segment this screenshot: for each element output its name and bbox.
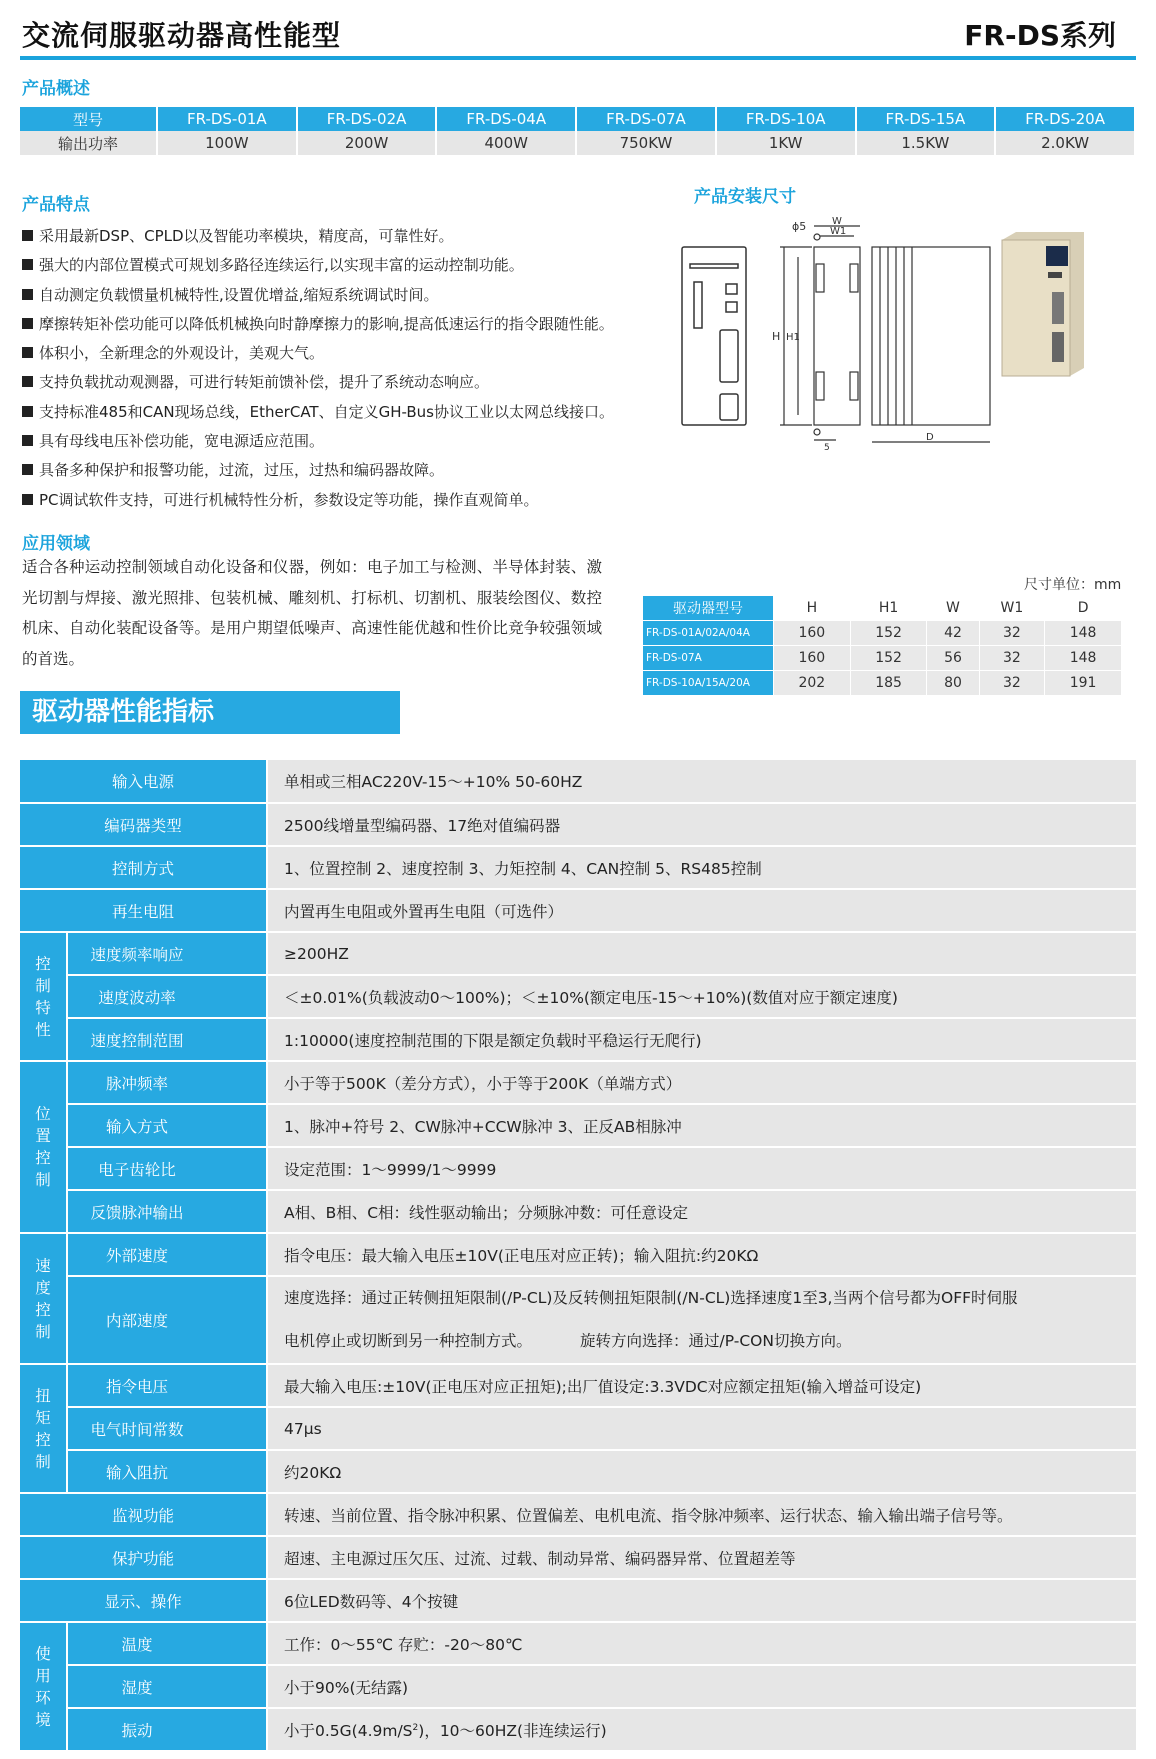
spec-value: 内置再生电阻或外置再生电阻（可选件） [267,889,1136,932]
list-item: 支持标准485和CAN现场总线，EtherCAT、自定义GH-Bus协议工业以太网总线接口。 [22,398,682,427]
dim-col-d: D [1045,596,1122,621]
list-item: 采用最新DSP、CPLD以及智能功率模块，精度高，可靠性好。 [22,222,682,251]
dim-h1-label: H1 [786,332,800,343]
spec-group-environment: 使用环境 [20,1622,67,1751]
list-item: 体积小，全新理念的外观设计，美观大气。 [22,339,682,368]
dimension-header-row [643,596,1122,621]
dim-d-label: D [926,432,934,443]
table-row: FR-DS-07A 160 152 56 32 148 [643,646,1122,671]
overview-header-row [20,107,1135,131]
spec-value: 超速、主电源过压欠压、过流、过载、制动异常、编码器异常、位置超差等 [267,1536,1136,1579]
title-rule [20,56,1136,60]
list-item: 具有母线电压补偿功能，宽电源适应范围。 [22,427,682,456]
overview-col-10a: FR-DS-10A [716,107,856,131]
list-item: 摩擦转矩补偿功能可以降低机械换向时静摩擦力的影响,提高低速运行的指令跟随性能。 [22,310,682,339]
overview-col-02a: FR-DS-02A [297,107,437,131]
spec-value: 1、脉冲+符号 2、CW脉冲+CCW脉冲 3、正反AB相脉冲 [267,1104,1136,1147]
overview-power-cell: 1.5KW [856,131,996,155]
spec-label: 反馈脉冲输出 [67,1190,267,1233]
series-title: FR-DS系列 [964,19,1116,52]
table-row [20,1147,1136,1190]
spec-label: 输入阻抗 [67,1450,267,1493]
overview-power-cell: 750KW [576,131,716,155]
overview-power-label: 输出功率 [20,131,157,155]
bullet-square-icon [22,464,33,475]
overview-heading: 产品概述 [22,79,90,99]
spec-value: 设定范围：1～9999/1～9999 [267,1147,1136,1190]
spec-value: 单相或三相AC220V-15～+10% 50-60HZ [267,760,1136,803]
table-row [20,1233,1136,1276]
table-row: FR-DS-01A/02A/04A 160 152 42 32 148 [643,621,1122,646]
dim-w-label: W [832,216,842,227]
spec-value: 2500线增量型编码器、17绝对值编码器 [267,803,1136,846]
drive-photo [1002,232,1084,376]
spec-label: 电气时间常数 [67,1407,267,1450]
spec-label: 速度频率响应 [67,932,267,975]
bullet-square-icon [22,406,33,417]
spec-label: 监视功能 [20,1493,267,1536]
features-list [22,222,682,515]
dim-col-w1: W1 [979,596,1045,621]
spec-value: 约20KΩ [267,1450,1136,1493]
dimension-unit-note: 尺寸单位：mm [1024,577,1122,593]
table-row [20,1407,1136,1450]
spec-label: 内部速度 [67,1276,267,1364]
dimension-table [642,595,1122,696]
table-row [20,1018,1136,1061]
spec-value: 1:10000(速度控制范围的下限是额定负载时平稳运行无爬行) [267,1018,1136,1061]
table-row [20,1364,1136,1407]
table-row [20,760,1136,803]
spec-label: 再生电阻 [20,889,267,932]
front-view [682,247,746,425]
table-row [20,932,1136,975]
top-view [872,247,990,442]
performance-banner: 驱动器性能指标 [20,691,400,734]
table-row [20,975,1136,1018]
spec-label: 输入电源 [20,760,267,803]
features-heading: 产品特点 [22,195,90,215]
table-row [20,1190,1136,1233]
overview-col-04a: FR-DS-04A [436,107,576,131]
table-row [20,1665,1136,1708]
spec-group-position: 位置控制 [20,1061,67,1233]
spec-value: A相、B相、C相：线性驱动输出；分频脉冲数：可任意设定 [267,1190,1136,1233]
spec-value: 转速、当前位置、指令脉冲积累、位置偏差、电机电流、指令脉冲频率、运行状态、输入输出端子信号等。 [267,1493,1136,1536]
table-row [20,803,1136,846]
spec-value: 1、位置控制 2、速度控制 3、力矩控制 4、CAN控制 5、RS485控制 [267,846,1136,889]
overview-power-cell: 1KW [716,131,856,155]
table-row [20,1061,1136,1104]
spec-label: 湿度 [67,1665,267,1708]
overview-power-cell: 400W [436,131,576,155]
overview-table [20,107,1136,155]
spec-value: 47μs [267,1407,1136,1450]
table-row [20,1493,1136,1536]
overview-power-row [20,131,1135,155]
install-heading: 产品安装尺寸 [694,187,796,207]
dim-slot-label: 5 [824,443,830,452]
table-row: FR-DS-10A/15A/20A 202 185 80 32 191 [643,671,1122,696]
spec-label: 外部速度 [67,1233,267,1276]
bullet-square-icon [22,435,33,446]
overview-power-cell: 200W [297,131,437,155]
spec-label: 速度波动率 [67,975,267,1018]
list-item: 强大的内部位置模式可规划多路径连续运行,以实现丰富的运动控制功能。 [22,251,682,280]
spec-label: 速度控制范围 [67,1018,267,1061]
spec-label: 振动 [67,1708,267,1751]
table-row [20,1450,1136,1493]
dim-col-w: W [927,596,979,621]
table-row [20,889,1136,932]
overview-col-07a: FR-DS-07A [576,107,716,131]
overview-col-20a: FR-DS-20A [995,107,1135,131]
table-row [20,1579,1136,1622]
bullet-square-icon [22,318,33,329]
bullet-square-icon [22,230,33,241]
overview-col-15a: FR-DS-15A [856,107,996,131]
dim-phi-label: ϕ5 [792,220,807,233]
application-heading: 应用领域 [22,534,90,554]
spec-label: 温度 [67,1622,267,1665]
list-item: PC调试软件支持，可进行机械特性分析，参数设定等功能，操作直观简单。 [22,486,682,515]
dim-h-label: H [772,330,781,343]
table-row [20,1708,1136,1751]
table-row [20,1276,1136,1364]
spec-label: 脉冲频率 [67,1061,267,1104]
table-row [20,1104,1136,1147]
performance-spec-table [20,760,1136,1752]
spec-label: 指令电压 [67,1364,267,1407]
application-text: 适合各种运动控制领域自动化设备和仪器，例如：电子加工与检测、半导体封装、激光切割与焊接、激光照排、包装机械、雕刻机、打标机、切割机、服装绘图仪、数控机床、自动化装配设备等。是用户期望低噪声、高速性能优越和性价比竞争较强领域的首选。 [22,558,602,668]
overview-col-model: 型号 [20,107,157,131]
spec-value: 指令电压：最大输入电压±10V(正电压对应正转)；输入阻抗:约20KΩ [267,1233,1136,1276]
bullet-square-icon [22,259,33,270]
spec-value: 工作：0～55℃ 存贮：-20～80℃ [267,1622,1136,1665]
install-dimension-drawing [676,212,1146,452]
spec-label: 显示、操作 [20,1579,267,1622]
bullet-square-icon [22,494,33,505]
spec-label: 编码器类型 [20,803,267,846]
table-row [20,846,1136,889]
document-title: 交流伺服驱动器高性能型 [22,19,342,52]
bullet-square-icon [22,289,33,300]
table-row [20,1622,1136,1665]
overview-col-01a: FR-DS-01A [157,107,297,131]
spec-value: ≥200HZ [267,932,1136,975]
dim-col-h: H [774,596,851,621]
spec-value: 小于$0.5G(4.9m/S^2)$，10～60HZ(非连续运行) [267,1708,1136,1751]
list-item: 支持负载扰动观测器，可进行转矩前馈补偿，提升了系统动态响应。 [22,368,682,397]
dim-col-h1: H1 [850,596,927,621]
list-item: 自动测定负载惯量机械特性,设置优增益,缩短系统调试时间。 [22,281,682,310]
spec-value: 最大输入电压:±10V(正电压对应正扭矩);出厂值设定:3.3VDC对应额定扭矩(输入增益可设定) [267,1364,1136,1407]
spec-group-control: 控制特性 [20,932,67,1061]
spec-label: 电子齿轮比 [67,1147,267,1190]
overview-power-cell: 100W [157,131,297,155]
spec-value: 6位LED数码等、4个按键 [267,1579,1136,1622]
bullet-square-icon [22,376,33,387]
dim-w1-label: W1 [830,226,847,237]
spec-label: 控制方式 [20,846,267,889]
spec-group-torque: 扭矩控制 [20,1364,67,1493]
spec-value: 小于等于500K（差分方式），小于等于200K（单端方式） [267,1061,1136,1104]
spec-value: ＜±0.01%(负载波动0～100%)；＜±10%(额定电压-15～+10%)(数值对应于额定速度) [267,975,1136,1018]
spec-value: 速度选择：通过正转侧扭矩限制(/P-CL)及反转侧扭矩限制(/N-CL)选择速度1至3,当两个信号都为OFF时伺服 电机停止或切断到另一种控制方式。 旋转方向选择：通过/P-CON切换方向。 [267,1276,1136,1364]
spec-label: 输入方式 [67,1104,267,1147]
spec-label: 保护功能 [20,1536,267,1579]
dim-col-model: 驱动器型号 [643,596,774,621]
list-item: 具备多种保护和报警功能，过流，过压，过热和编码器故障。 [22,456,682,485]
overview-power-cell: 2.0KW [995,131,1135,155]
bullet-square-icon [22,347,33,358]
spec-value: 小于90%(无结露) [267,1665,1136,1708]
spec-group-speed: 速度控制 [20,1233,67,1364]
table-row [20,1536,1136,1579]
